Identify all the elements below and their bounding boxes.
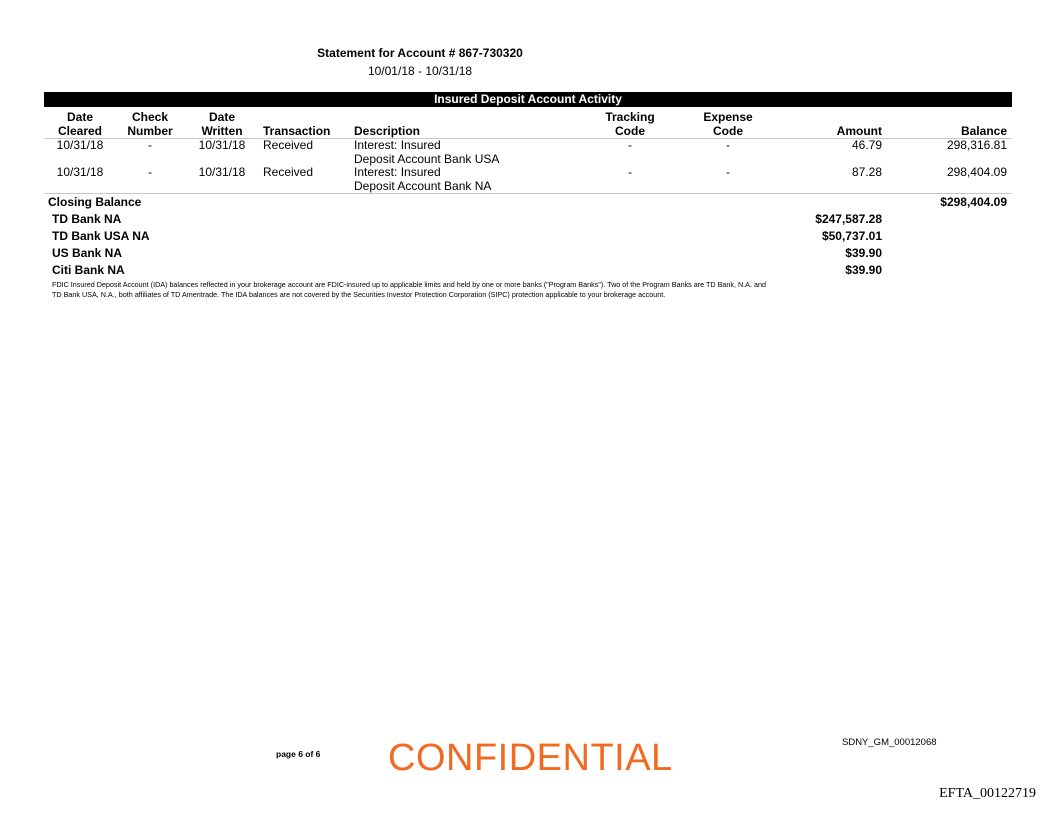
closing-balance-value: $298,404.09 — [940, 195, 1007, 209]
bank-name: US Bank NA — [52, 246, 123, 260]
col-header-tracking-code: Tracking Code — [605, 110, 655, 138]
cell-transaction: Received — [263, 138, 314, 152]
cell-check-number: - — [148, 165, 152, 179]
efta-number: EFTA_00122719 — [939, 786, 1036, 801]
closing-balance-label: Closing Balance — [48, 195, 142, 209]
bank-amount: $50,737.01 — [821, 229, 882, 243]
cell-balance: 298,404.09 — [946, 165, 1007, 179]
bank-amount: $39.90 — [845, 263, 882, 277]
rows-divider — [44, 193, 1012, 194]
confidential-stamp: CONFIDENTIAL — [388, 737, 673, 779]
bank-amount: $247,587.28 — [815, 212, 882, 226]
col-header-amount: Amount — [836, 124, 882, 138]
cell-date-written: 10/31/18 — [198, 138, 246, 152]
cell-amount: 46.79 — [851, 138, 882, 152]
cell-amount: 87.28 — [851, 165, 882, 179]
page-number: page 6 of 6 — [276, 749, 321, 759]
bank-row — [0, 212, 1056, 229]
cell-tracking-code: - — [628, 138, 632, 152]
bank-name: Citi Bank NA — [52, 263, 125, 277]
cell-check-number: - — [148, 138, 152, 152]
cell-date-cleared: 10/31/18 — [56, 138, 104, 152]
col-header-date-written: Date Written — [201, 110, 243, 138]
bank-amount: $39.90 — [845, 246, 882, 260]
col-header-check-number: Check Number — [127, 110, 173, 138]
table-row — [0, 138, 1056, 166]
statement-title: Statement for Account # 867-730320 — [317, 46, 523, 60]
cell-description: Interest: Insured Deposit Account Bank USA — [354, 138, 500, 166]
cell-expense-code: - — [726, 138, 730, 152]
col-header-expense-code: Expense Code — [703, 110, 753, 138]
bank-row — [0, 246, 1056, 263]
bank-name: TD Bank NA — [52, 212, 122, 226]
bank-row — [0, 229, 1056, 246]
bates-number: SDNY_GM_00012068 — [842, 737, 937, 748]
cell-description: Interest: Insured Deposit Account Bank NA — [354, 165, 492, 193]
cell-transaction: Received — [263, 165, 314, 179]
statement-period: 10/01/18 - 10/31/18 — [367, 64, 473, 78]
cell-balance: 298,316.81 — [946, 138, 1007, 152]
cell-expense-code: - — [726, 165, 730, 179]
col-header-transaction: Transaction — [263, 124, 331, 138]
cell-date-cleared: 10/31/18 — [56, 165, 104, 179]
col-header-balance: Balance — [960, 124, 1007, 138]
table-row — [0, 165, 1056, 193]
fdic-footnote: FDIC Insured Deposit Account (IDA) balances reflected in your brokerage account are FDIC-insured up to applicable limits and held by one or more banks ("Program Banks"). Two of the Program Banks are TD Bank, N.A. and TD Bank USA, N.A., both affiliates of TD Ameritrade. The IDA balances are not covered by the Securities Investor Protection Corporation (SIPC) protection applicable to your brokerage account. — [52, 280, 766, 299]
cell-date-written: 10/31/18 — [198, 165, 246, 179]
section-title-bar: Insured Deposit Account Activity — [44, 92, 1012, 107]
col-header-description: Description — [354, 124, 421, 138]
col-header-date-cleared: Date Cleared — [57, 110, 103, 138]
bank-name: TD Bank USA NA — [52, 229, 150, 243]
cell-tracking-code: - — [628, 165, 632, 179]
bank-row — [0, 263, 1056, 280]
